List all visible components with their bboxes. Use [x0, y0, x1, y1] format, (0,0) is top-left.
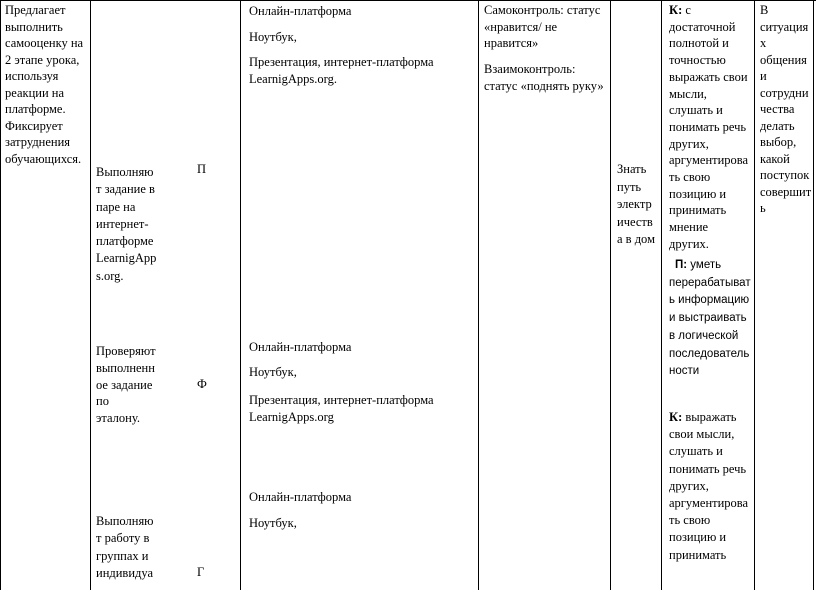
personal-results-text: В ситуация х общения и сотрудни чества делать выбор, какой поступок совершит ь	[760, 3, 812, 215]
resource-online-platform-3: Онлайн-платформа	[249, 490, 352, 504]
communicative-text-2: выражать свои мысли, слушать и понимать речь других, аргументирова ть свою позицию и принимать	[669, 410, 749, 562]
cognitive-text: уметь перерабатыват ь информацию и выстраивать в логической последователь ности	[669, 259, 751, 378]
learning-outcome-text: Знать путь электр ичеств а в дом	[617, 162, 655, 246]
table-border-left	[0, 0, 1, 590]
column-divider-6	[754, 0, 755, 590]
column-divider-5	[661, 0, 662, 590]
cognitive-skills	[669, 257, 754, 381]
student-activity-group-work: Выполняю т работу в группах и индивидуа	[96, 514, 154, 580]
column-divider-3	[478, 0, 479, 590]
student-activity-check: Проверяют выполненн ое задание по эталону.	[96, 344, 156, 426]
table-top-border	[0, 0, 816, 1]
work-form-pair: П	[197, 162, 207, 176]
communicative-text-1: с достаточной полнотой и точностью выражать свои мысли, слушать и понимать речь других, аргументирова ть свою позицию и принимать мнение других.	[669, 3, 749, 251]
teacher-activity-text: Предлагает выполнить самооценку на 2 этапе урока, используя реакции на платформе. Фиксирует затруднения обучающихся.	[5, 3, 84, 166]
self-control-text: Самоконтроль: статус «нравится/ не нравится»	[484, 3, 601, 50]
column-divider-1	[90, 0, 91, 590]
work-form-frontal: Ф	[197, 377, 207, 391]
column-divider-2	[240, 0, 241, 590]
work-form-group: Г	[197, 565, 205, 579]
resource-online-platform-2: Онлайн-платформа	[249, 340, 352, 354]
communicative-skills-2	[669, 409, 753, 564]
communicative-label-2: К:	[669, 410, 683, 424]
resource-presentation-1: Презентация, интернет-платформа LearnigApps.org.	[249, 55, 434, 86]
resource-presentation-2: Презентация, интернет-платформа LearnigApps.org	[249, 393, 434, 424]
resource-laptop-1: Ноутбук,	[249, 30, 297, 44]
communicative-label-1: К:	[669, 3, 683, 17]
resource-online-platform-1: Онлайн-платформа	[249, 4, 352, 18]
communicative-skills-1	[669, 2, 753, 253]
student-activity-pair-task: Выполняю т задание в паре на интернет- платформе LearnigApp s.org.	[96, 165, 157, 283]
resource-laptop-2: Ноутбук,	[249, 365, 297, 379]
mutual-control-text: Взаимоконтроль: статус «поднять руку»	[484, 62, 604, 93]
cognitive-label: П:	[675, 259, 688, 271]
column-divider-4	[610, 0, 611, 590]
resource-laptop-3: Ноутбук,	[249, 516, 297, 530]
